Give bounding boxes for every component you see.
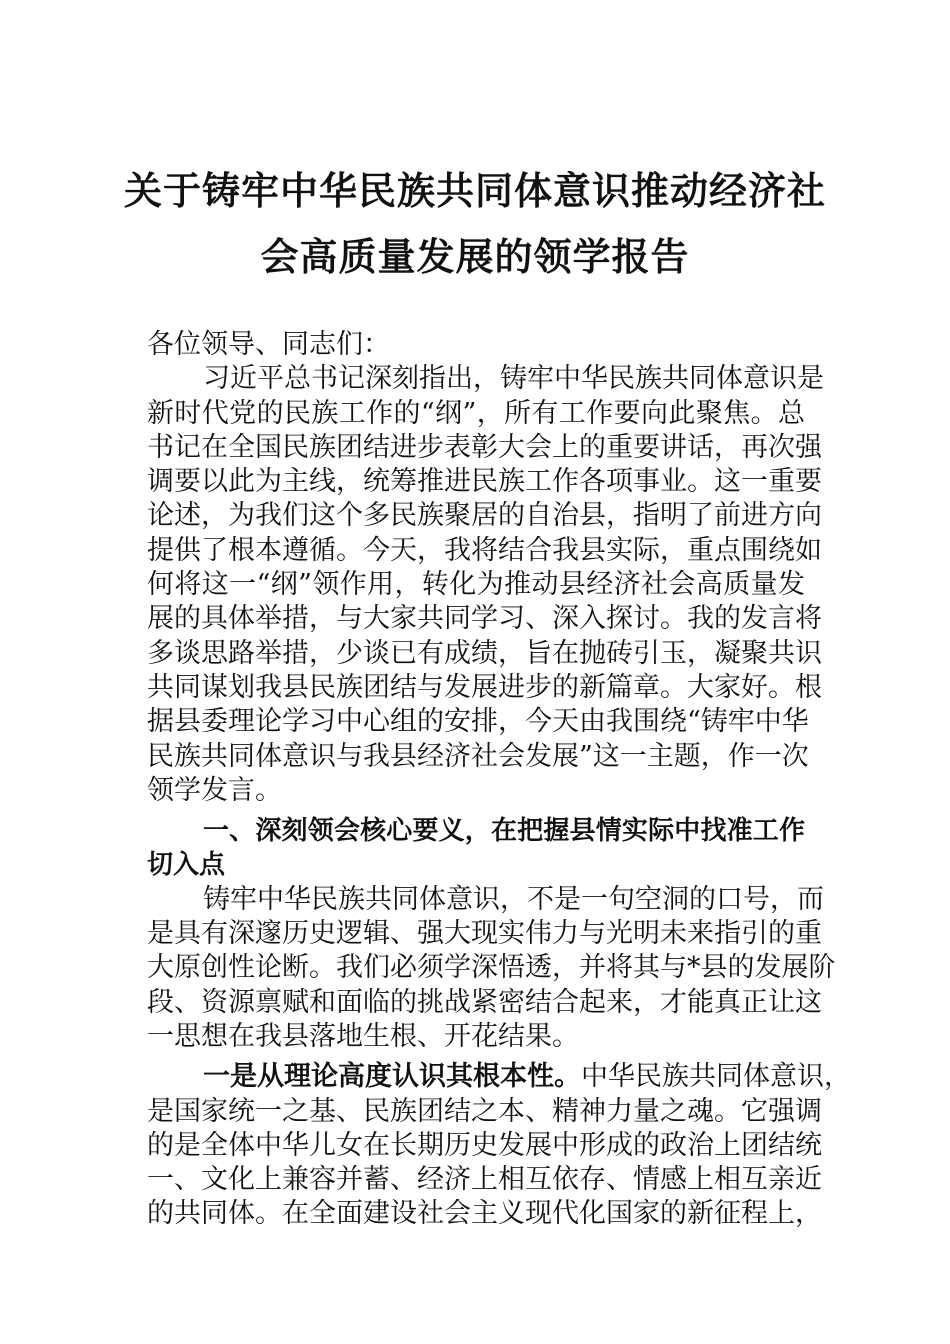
text-line: 的共同体。在全面建设社会主义现代化国家的新征程上， xyxy=(147,1198,822,1230)
text-line: 一思想在我县落地生根、开花结果。 xyxy=(147,1020,579,1052)
text-line: 铸牢中华民族共同体意识，不是一句空洞的口号，而 xyxy=(203,883,824,915)
bold-lead: 一是从理论高度认识其根本性。 xyxy=(203,1061,581,1093)
text-line: 习近平总书记深刻指出，铸牢中华民族共同体意识是 xyxy=(203,363,824,395)
text-line: 大原创性论断。我们必须学深悟透，并将其与*县的发展阶 xyxy=(147,952,836,984)
text-line: 民族共同体意识与我县经济社会发展”这一主题，作一次 xyxy=(147,740,809,772)
text-line: 据县委理论学习中心组的安排，今天由我围绕“铸牢中华 xyxy=(147,706,809,738)
text-line: 新时代党的民族工作的“纲”，所有工作要向此聚焦。总 xyxy=(147,397,805,429)
text-line: 领学发言。 xyxy=(147,774,282,806)
salutation: 各位领导、同志们： xyxy=(147,329,390,360)
text-line: 的是全体中华儿女在长期历史发展中形成的政治上团结统 xyxy=(147,1129,822,1161)
text-line: 是具有深邃历史逻辑、强大现实伟力与光明未来指引的重 xyxy=(147,918,822,950)
text-line: 段、资源禀赋和面临的挑战紧密结合起来，才能真正让这 xyxy=(147,986,822,1018)
paragraph-point-1 xyxy=(147,1060,851,1231)
text-line: 调要以此为主线，统筹推进民族工作各项事业。这一重要 xyxy=(147,466,822,498)
document-body xyxy=(147,328,851,1232)
document-title-line-2: 会高质量发展的领学报告 xyxy=(260,234,690,279)
text-line: 多谈思路举措，少谈已有成绩，旨在抛砖引玉，凝聚共识 xyxy=(147,637,822,669)
text-line: 是国家统一之基、民族团结之本、精神力量之魂。它强调 xyxy=(147,1095,822,1127)
text-line: 展的具体举措，与大家共同学习、深入探讨。我的发言将 xyxy=(147,603,822,635)
text-line xyxy=(147,1060,851,1094)
text-line: 共同谋划我县民族团结与发展进步的新篇章。大家好。根 xyxy=(147,671,822,703)
text-run: 中华民族共同体意识， xyxy=(581,1061,851,1093)
text-line: 一、深刻领会核心要义，在把握县情实际中找准工作 xyxy=(203,816,805,847)
text-line: 切入点 xyxy=(147,850,226,881)
text-line: 书记在全国民族团结进步表彰大会上的重要讲话，再次强 xyxy=(147,431,822,463)
document-title-line-1: 关于铸牢中华民族共同体意识推动经济社 xyxy=(123,168,826,213)
text-line: 一、文化上兼容并蓄、经济上相互依存、情感上相互亲近 xyxy=(147,1164,822,1196)
paragraph-intro xyxy=(147,362,824,808)
section-heading-1 xyxy=(147,814,805,883)
text-line: 何将这一“纲”领作用，转化为推动县经济社会高质量发 xyxy=(147,569,805,601)
paragraph-section-1-intro xyxy=(147,883,836,1054)
text-line: 提供了根本遵循。今天，我将结合我县实际，重点围绕如 xyxy=(147,534,822,566)
text-line: 论述，为我们这个多民族聚居的自治县，指明了前进方向 xyxy=(147,500,822,532)
